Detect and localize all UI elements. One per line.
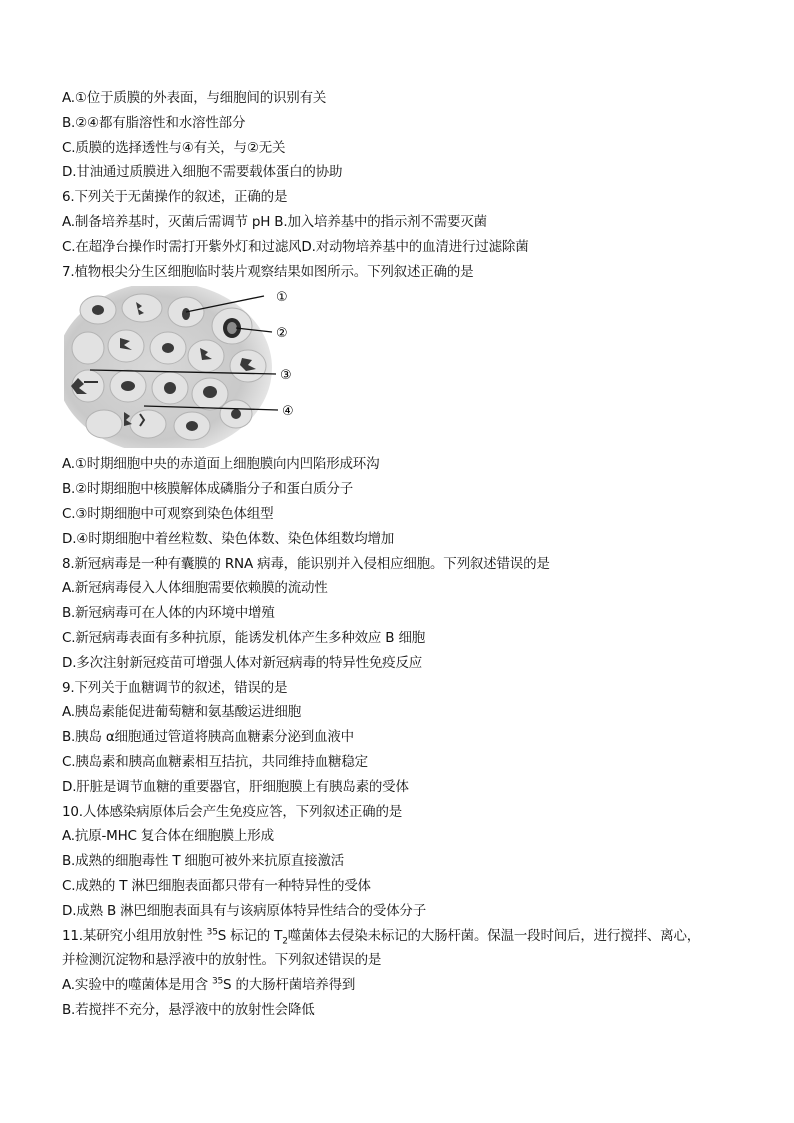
q11-option-b: B.若搅拌不充分，悬浮液中的放射性会降低 — [62, 1001, 315, 1018]
micrograph-svg — [64, 286, 304, 448]
q11-pre: 11.某研究小组用放射性 — [62, 927, 207, 944]
figure-labels — [276, 290, 294, 419]
q7-option-b: B.②时期细胞中核膜解体成磷脂分子和蛋白质分子 — [62, 481, 354, 498]
q8-stem: 8.新冠病毒是一种有囊膜的 RNA 病毒，能识别并入侵相应细胞。下列叙述错误的是 — [62, 555, 550, 572]
document-page — [62, 86, 742, 1023]
q5-option-a: A.①位于质膜的外表面，与细胞间的识别有关 — [62, 90, 327, 106]
q5-option-d: D.甘油通过质膜进入细胞不需要载体蛋白的协助 — [62, 164, 343, 181]
root-tip-micrograph-figure — [64, 286, 304, 448]
q8-option-b: B.新冠病毒可在人体的内环境中增殖 — [62, 605, 275, 622]
label-2: ② — [276, 326, 288, 342]
q11-isotope-mass: 35 — [206, 927, 218, 938]
q10-option-a: A.抗原-MHC 复合体在细胞膜上形成 — [62, 828, 274, 845]
q9-option-d: D.肝脏是调节血糖的重要器官，肝细胞膜上有胰岛素的受体 — [62, 778, 409, 795]
q10-option-b: B.成熟的细胞毒性 T 细胞可被外来抗原直接激活 — [62, 853, 345, 870]
q9-option-a: A.胰岛素能促进葡萄糖和氨基酸运进细胞 — [62, 704, 301, 721]
q8-option-a: A.新冠病毒侵入人体细胞需要依赖膜的流动性 — [62, 580, 328, 597]
q11-stem-line1 — [62, 924, 742, 949]
q6-options-cd: C.在超净台操作时需打开紫外灯和过滤风D.对动物培养基中的血清进行过滤除菌 — [62, 238, 529, 255]
q11-post: 噬菌体去侵染未标记的大肠杆菌。保温一段时间后，进行搅拌、离心， — [287, 927, 701, 944]
label-3: ③ — [280, 368, 292, 384]
q9-stem: 9.下列关于血糖调节的叙述，错误的是 — [62, 679, 288, 696]
q10-stem: 10.人体感染病原体后会产生免疫应答，下列叙述正确的是 — [62, 803, 403, 820]
q10-option-d: D.成熟 B 淋巴细胞表面具有与该病原体特异性结合的受体分子 — [62, 902, 427, 919]
q5-option-c: C.质膜的选择透性与④有关，与②无关 — [62, 139, 286, 156]
q6-stem: 6.下列关于无菌操作的叙述，正确的是 — [62, 189, 288, 206]
q11-a-post: S 的大肠杆菌培养得到 — [223, 977, 356, 994]
q7-option-a: A.①时期细胞中央的赤道面上细胞膜向内凹陷形成环沟 — [62, 456, 380, 473]
q7-option-c: C.③时期细胞中可观察到染色体组型 — [62, 505, 274, 522]
q9-option-c: C.胰岛素和胰高血糖素相互拮抗，共同维持血糖稳定 — [62, 753, 368, 770]
q6-options-ab: A.制备培养基时，灭菌后需调节 pH B.加入培养基中的指示剂不需要灭菌 — [62, 213, 487, 230]
q7-stem: 7.植物根尖分生区细胞临时装片观察结果如图所示。下列叙述正确的是 — [62, 263, 474, 280]
q8-option-c: C.新冠病毒表面有多种抗原，能诱发机体产生多种效应 B 细胞 — [62, 629, 426, 646]
label-1: ① — [276, 290, 288, 306]
q11-a-isotope-mass: 35 — [211, 976, 224, 987]
q11-phage-subscript: 2 — [282, 936, 288, 947]
q11-mid: S 标记的 T — [217, 927, 283, 944]
q11-a-pre: A.实验中的噬菌体是用含 — [62, 977, 212, 994]
q11-option-a — [62, 973, 742, 998]
q11-stem-line2: 并检测沉淀物和悬浮液中的放射性。下列叙述错误的是 — [62, 952, 382, 969]
q5-option-b: B.②④都有脂溶性和水溶性部分 — [62, 114, 246, 131]
label-4: ④ — [282, 404, 294, 420]
q7-option-d: D.④时期细胞中着丝粒数、染色体数、染色体组数均增加 — [62, 530, 395, 547]
q10-option-c: C.成熟的 T 淋巴细胞表面都只带有一种特异性的受体 — [62, 877, 371, 894]
q8-option-d: D.多次注射新冠疫苗可增强人体对新冠病毒的特异性免疫反应 — [62, 654, 423, 671]
q9-option-b: B.胰岛 α细胞通过管道将胰高血糖素分泌到血液中 — [62, 729, 354, 746]
